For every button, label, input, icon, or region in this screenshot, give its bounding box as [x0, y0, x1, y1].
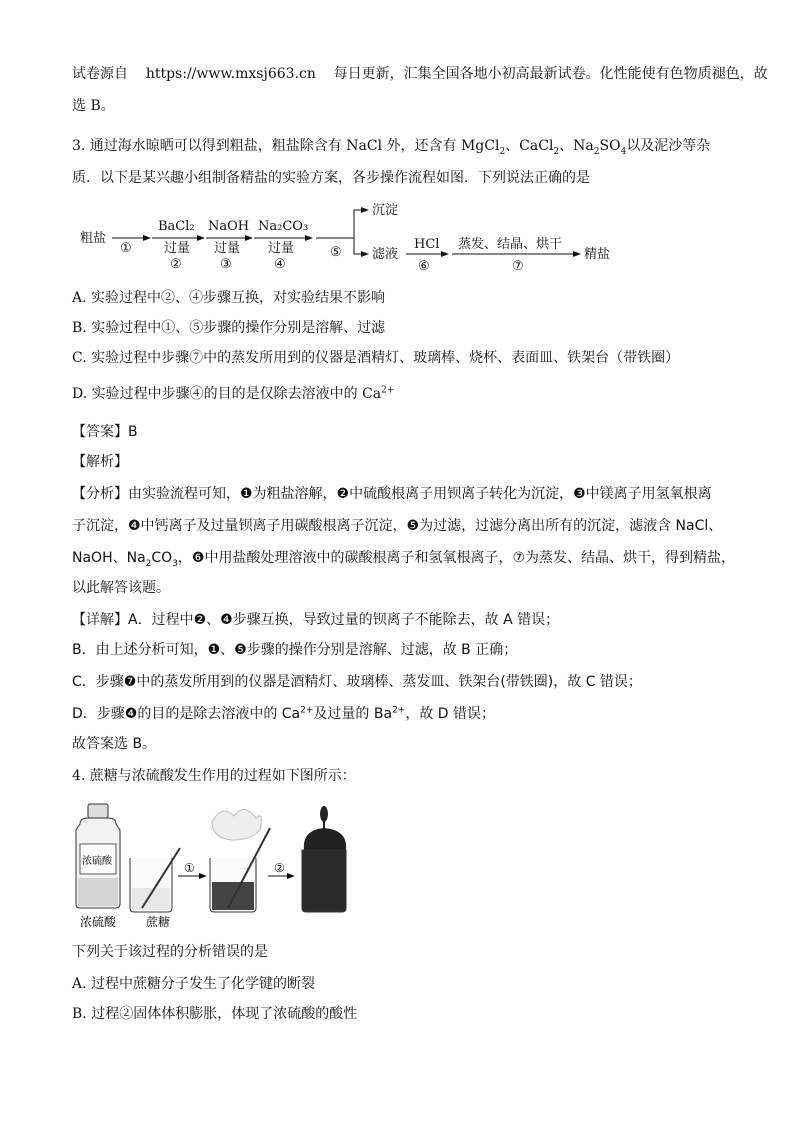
q3-option-c: C. 实验过程中步骤⑦中的蒸发所用到的仪器是酒精灯、玻璃棒、烧杯、表面皿、铁架台（带铁圈） [72, 350, 680, 366]
superscript: 2+ [300, 705, 314, 716]
subscript: 4 [620, 146, 627, 157]
product-label: 精盐 [584, 247, 611, 262]
analysis-part: CO [151, 550, 173, 566]
caption-acid: 浓硫酸 [80, 915, 117, 929]
excess-label: 过量 [268, 241, 295, 256]
header-line-2: 选 B。 [72, 98, 115, 114]
subscript: 3 [172, 558, 178, 569]
subscript: 2 [499, 146, 506, 157]
bottle-label: 浓硫酸 [82, 856, 112, 867]
flow-svg [72, 194, 632, 274]
superscript: 2+ [381, 385, 395, 396]
excess-label: 过量 [214, 241, 241, 256]
filtrate-label: 滤液 [372, 247, 399, 262]
q3-stem-line-2: 质．以下是某兴趣小组制备精盐的实验方案，各步操作流程如图．下列说法正确的是 [72, 170, 590, 186]
flow-step-6: ⑥ [418, 259, 430, 274]
answer-label: 【答案】B [72, 424, 138, 440]
detail-part: 及过量的 Ba [313, 706, 393, 722]
q4-option-b: B. 过程②固体体积膨胀，体现了浓硫酸的酸性 [72, 1006, 358, 1022]
flow-step-4: ④ [274, 257, 286, 272]
sugar-beaker [130, 848, 180, 912]
flow-start-label: 粗盐 [80, 231, 107, 246]
header-line [72, 64, 768, 84]
q3-stem-part: 以及泥沙等杂 [626, 138, 711, 154]
conclusion-line: 故答案选 B。 [72, 736, 157, 752]
subscript: 2 [145, 558, 152, 569]
analysis-line-1: 【分析】由实验流程可知，❶为粗盐溶解，❷中硫酸根离子用钡离子转化为沉淀，❸中镁离子用氢氧根离 [72, 486, 712, 502]
arrow-label-2: ② [274, 861, 285, 875]
arrow-label-1: ① [184, 861, 195, 875]
q3-option-d [72, 384, 394, 404]
header-tagline: 每日更新，汇集全国各地小初高最新试卷。化性能使有色物质褪色，故 [333, 66, 768, 82]
option-text: D. 实验过程中步骤④的目的是仅除去溶液中的 Ca [72, 386, 382, 402]
sugar-acid-illustration [72, 800, 372, 930]
illustration-svg [72, 800, 372, 930]
analysis-line-3 [72, 548, 735, 568]
reagent-na2co3: Na₂CO₃ [258, 219, 309, 234]
analysis-label: 【解析】 [72, 454, 128, 470]
process-flow-diagram [72, 194, 632, 274]
detail-part: D．步骤❹的目的是除去溶液中的 Ca [72, 706, 301, 722]
flow-step-1: ① [120, 241, 132, 256]
caption-sugar: 蔗糖 [146, 915, 171, 929]
subscript: 2 [593, 146, 600, 157]
q4-stem: 4. 蔗糖与浓硫酸发生作用的过程如下图所示： [72, 768, 356, 784]
q3-stem-part: 3. 通过海水晾晒可以得到粗盐，粗盐除含有 NaCl 外，还含有 MgCl [72, 138, 500, 154]
detail-line-1: 【详解】A．过程中❷、❹步骤互换，导致过量的钡离子不能除去，故 A 错误； [72, 612, 560, 628]
subscript: 2 [553, 146, 560, 157]
reagent-bacl2: BaCl₂ [158, 219, 195, 234]
reagent-naoh: NaOH [208, 219, 250, 234]
reagent-hcl: HCl [414, 237, 440, 252]
detail-line-2: B．由上述分析可知，❶、❺步骤的操作分别是溶解、过滤，故 B 正确； [72, 642, 518, 658]
detail-line-4 [72, 704, 495, 724]
analysis-line-4: 以此解答该题。 [72, 580, 170, 596]
flow-step-5: ⑤ [330, 245, 342, 260]
flow-step-7: ⑦ [512, 259, 524, 274]
flow-step-3: ③ [220, 257, 232, 272]
q3-stem-part: 、CaCl [505, 138, 554, 154]
source-label: 试卷源自 [72, 66, 128, 82]
excess-label: 过量 [164, 241, 191, 256]
acid-bottle [76, 804, 120, 908]
q4-option-a: A. 过程中蔗糖分子发生了化学键的断裂 [72, 976, 316, 992]
precipitate-label: 沉淀 [372, 203, 399, 218]
q3-stem-line-1 [72, 136, 710, 156]
analysis-part: NaOH、Na [72, 550, 146, 566]
q3-stem-part: SO [599, 138, 621, 154]
q3-option-b: B. 实验过程中①、⑤步骤的操作分别是溶解、过滤 [72, 320, 386, 336]
smoking-beaker [210, 809, 270, 912]
detail-part: ，故 D 错误； [405, 706, 496, 722]
superscript: 2+ [392, 705, 406, 716]
analysis-line-2: 子沉淀，❹中钙离子及过量钡离子用碳酸根离子沉淀，❺为过滤，过滤分离出所有的沉淀，滤液含 NaCl、 [72, 518, 723, 534]
source-url[interactable]: https://www.mxsj663.cn [145, 66, 316, 82]
detail-line-3: C．步骤❼中的蒸发所用到的仪器是酒精灯、玻璃棒、蒸发皿、铁架台(带铁圈)，故 C 错误； [72, 674, 642, 690]
flow-step-2: ② [170, 257, 182, 272]
evaporation-label: 蒸发、结晶、烘干 [458, 237, 563, 252]
expanded-carbon-beaker [302, 806, 346, 912]
q4-question: 下列关于该过程的分析错误的是 [72, 944, 268, 960]
analysis-part: ，❻中用盐酸处理溶液中的碳酸根离子和氢氧根离子，⑦为蒸发、结晶、烘干，得到精盐， [177, 550, 736, 566]
q3-option-a: A. 实验过程中②、④步骤互换，对实验结果不影响 [72, 290, 386, 306]
q3-stem-part: 、Na [559, 138, 594, 154]
